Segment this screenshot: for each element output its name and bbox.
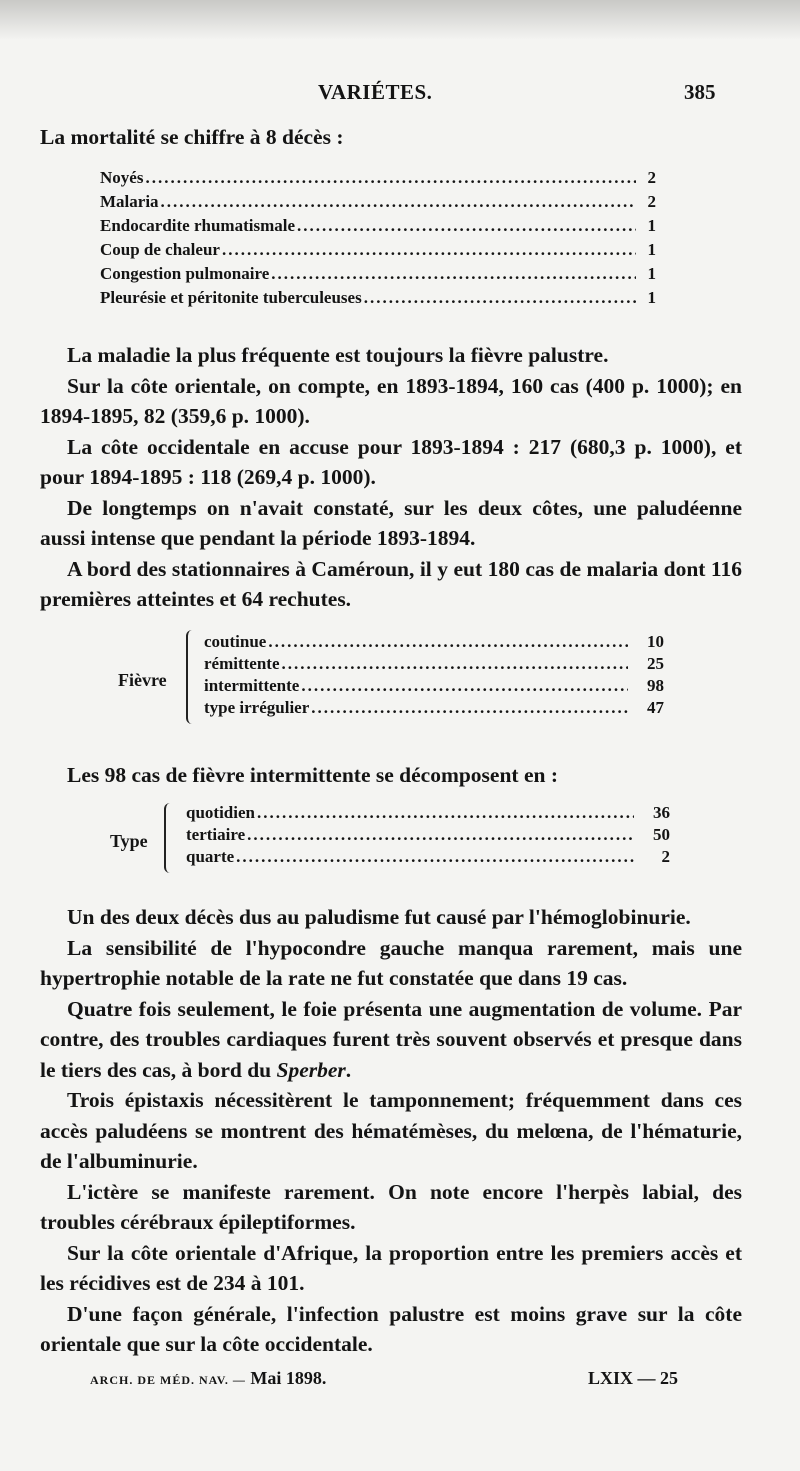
leader-dots [297,216,636,236]
paragraph: Sur la côte orientale d'Afrique, la proportion entre les premiers accès et les récidives est de 234 à 101. [40,1240,742,1295]
cause-label: Congestion pulmonaire [100,264,270,283]
paragraph: Un des deux décès dus au paludisme fut causé par l'hémoglobinurie. [67,905,691,929]
list-item [186,803,670,825]
cause-count: 1 [647,288,656,307]
paragraph: A bord des stationnaires à Caméroun, il y eut 180 cas de malaria dont 116 premières atteintes et 64 rechutes. [40,556,742,611]
leader-dots [282,654,628,674]
fever-type-label: type irrégulier [204,698,310,717]
list-item [204,632,664,654]
list-item [100,192,656,216]
intermittent-intro [40,760,742,791]
paragraph: La sensibilité de l'hypocondre gauche manqua rarement, mais une hypertrophie notable de la rate ne fut constatée que dans 19 cas. [40,935,742,990]
brace-icon [186,630,198,724]
list-item [204,676,664,698]
leader-dots [145,168,636,188]
list-item [186,847,670,869]
cause-count: 2 [647,168,656,187]
leader-dots [257,803,634,823]
cause-count: 1 [647,216,656,235]
fever-type-count: 25 [647,654,664,673]
leader-dots [247,825,634,845]
paragraph: Trois épistaxis nécessitèrent le tamponnement; fréquemment dans ces accès paludéens se montrent des hématémèses, du melœna, de l'hématurie, de l'albuminurie. [40,1088,742,1173]
leader-dots [311,698,628,718]
footer-citation [90,1368,326,1389]
paragraph: La côte occidentale en accuse pour 1893-1894 : 217 (680,3 p. 1000), et pour 1894-1895 : 118 (269,4 p. 1000). [40,434,742,489]
fever-subtype-label: quotidien [186,803,255,822]
brace-icon [164,803,176,873]
cause-count: 1 [647,264,656,283]
paragraph-text: Quatre fois seulement, le foie présenta une augmentation de volume. Par contre, des troubles cardiaques furent très souvent observés et presque dans le tiers des cas, à bord du [40,996,742,1082]
leader-dots [268,632,628,652]
issue-date: Mai 1898. [250,1368,327,1388]
cause-label: Malaria [100,192,159,211]
paragraph: D'une façon générale, l'infection palustre est moins grave sur la côte orientale que sur la côte occidentale. [40,1301,742,1356]
leader-dots [236,847,634,867]
fever-type-label: rémittente [204,654,280,673]
cause-count: 2 [647,192,656,211]
type-rows [186,803,670,869]
list-item [204,654,664,676]
leader-dots [161,192,636,212]
page-edge-shadow [0,0,800,40]
list-item [186,825,670,847]
mortality-intro: La mortalité se chiffre à 8 décès : [40,125,344,149]
list-item [100,216,656,240]
running-title: VARIÉTES. [318,80,433,104]
paragraph-sperber [40,994,742,1086]
list-item [100,240,656,264]
fever-subtype-label: quarte [186,847,235,866]
body-block-b [40,902,742,1360]
paragraph: Sur la côte orientale, on compte, en 1893-1894, 160 cas (400 p. 1000); en 1894-1895, 82 (359,6 p. 1000). [40,373,742,428]
cause-label: Endocardite rhumatismale [100,216,296,235]
ship-name: Sperber [276,1057,346,1082]
cause-count: 1 [647,240,656,259]
paragraph: Les 98 cas de fièvre intermittente se décomposent en : [67,763,558,787]
fever-subtype-count: 50 [653,825,670,844]
leader-dots [222,240,636,260]
deaths-list [100,168,656,312]
fever-subtype-label: tertiaire [186,825,246,844]
leader-dots [364,288,636,308]
fever-type-label: coutinue [204,632,267,651]
paragraph: L'ictère se manifeste rarement. On note encore l'herpès labial, des troubles cérébraux épileptiformes. [40,1179,742,1234]
fever-type-count: 47 [647,698,664,717]
leader-dots [301,676,628,696]
page-number: 385 [684,80,716,104]
cause-label: Pleurésie et péritonite tuberculeuses [100,288,362,307]
cause-label: Noyés [100,168,144,187]
paragraph: De longtemps on n'avait constaté, sur les deux côtes, une paludéenne aussi intense que pendant la période 1893-1894. [40,495,742,550]
fever-type-count: 98 [647,676,664,695]
fever-type-count: 10 [647,632,664,651]
footer-volume: LXIX — 25 [588,1368,679,1388]
list-item [100,288,656,312]
fever-rows [204,632,664,720]
cause-label: Coup de chaleur [100,240,220,259]
fever-type-label: intermittente [204,676,300,695]
list-item [100,264,656,288]
paragraph: La maladie la plus fréquente est toujours la fièvre palustre. [67,343,609,367]
body-block-a [40,340,742,615]
fever-subtype-count: 36 [653,803,670,822]
list-item [204,698,664,720]
list-item [100,168,656,192]
journal-name: ARCH. DE MÉD. NAV. — [90,1373,246,1387]
paragraph-text: . [345,1057,352,1082]
leader-dots [271,264,636,284]
type-group-label: Type [110,831,148,851]
fever-group-label: Fièvre [118,670,167,690]
fever-subtype-count: 2 [661,847,670,866]
